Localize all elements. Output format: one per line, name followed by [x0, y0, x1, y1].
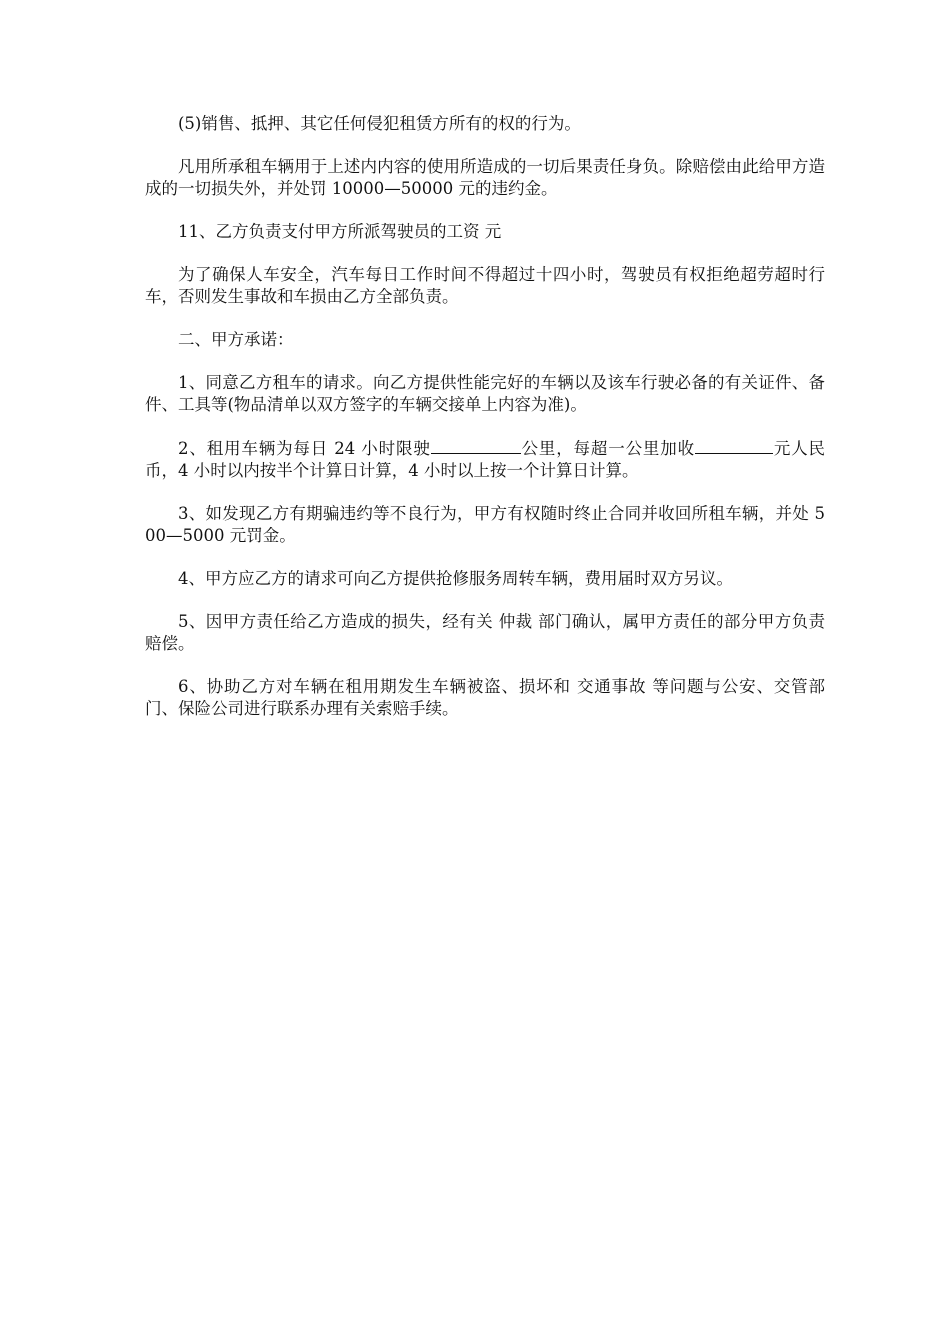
clause-5-sale-mortgage: (5)销售、抵押、其它任何侵犯租赁方所有的权的行为。: [178, 114, 581, 133]
liability-penalty-paragraph: 凡用所承租车辆用于上述内内容的使用所造成的一切后果责任身负。除赔偿由此给甲方造成的一切损失外，并处罚 10000—50000 元的违约金。: [145, 157, 825, 198]
commitment-2-part-c: 元人民币，4 小时以内按半个计算日计算，4 小时以上按一个计算日计算。: [145, 439, 826, 480]
clause-11-driver-wage: 11、乙方负责支付甲方所派驾驶员的工资 元: [178, 222, 502, 241]
working-hours-paragraph: 为了确保人车安全，汽车每日工作时间不得超过十四小时，驾驶员有权拒绝超劳超时行车，否则发生事故和车损由乙方全部负责。: [145, 265, 825, 306]
kilometer-limit-blank[interactable]: [431, 437, 521, 454]
commitment-1: 1、同意乙方租车的请求。向乙方提供性能完好的车辆以及该车行驶必备的有关证件、备件、工具等(物品清单以双方签字的车辆交接单上内容为准)。: [145, 373, 825, 414]
commitment-2-part-b: 公里，每超一公里加收: [520, 439, 695, 458]
commitment-6: 6、协助乙方对车辆在租用期发生车辆被盗、损坏和 交通事故 等问题与公安、交管部门、保险公司进行联系办理有关索赔手续。: [145, 677, 825, 718]
commitment-5: 5、因甲方责任给乙方造成的损失，经有关 仲裁 部门确认，属甲方责任的部分甲方负责赔偿。: [145, 612, 825, 653]
commitment-4: 4、甲方应乙方的请求可向乙方提供抢修服务周转车辆，费用届时双方另议。: [178, 569, 733, 588]
commitment-2: [145, 437, 825, 482]
document-body: [145, 113, 825, 741]
commitment-2-part-a: 2、租用车辆为每日 24 小时限驶: [178, 439, 431, 458]
section-heading-party-a-commitments: 二、甲方承诺：: [178, 330, 294, 349]
extra-fee-blank[interactable]: [695, 437, 773, 454]
commitment-3: 3、如发现乙方有期骗违约等不良行为，甲方有权随时终止合同并收回所租车辆，并处 500—5000 元罚金。: [145, 504, 825, 545]
